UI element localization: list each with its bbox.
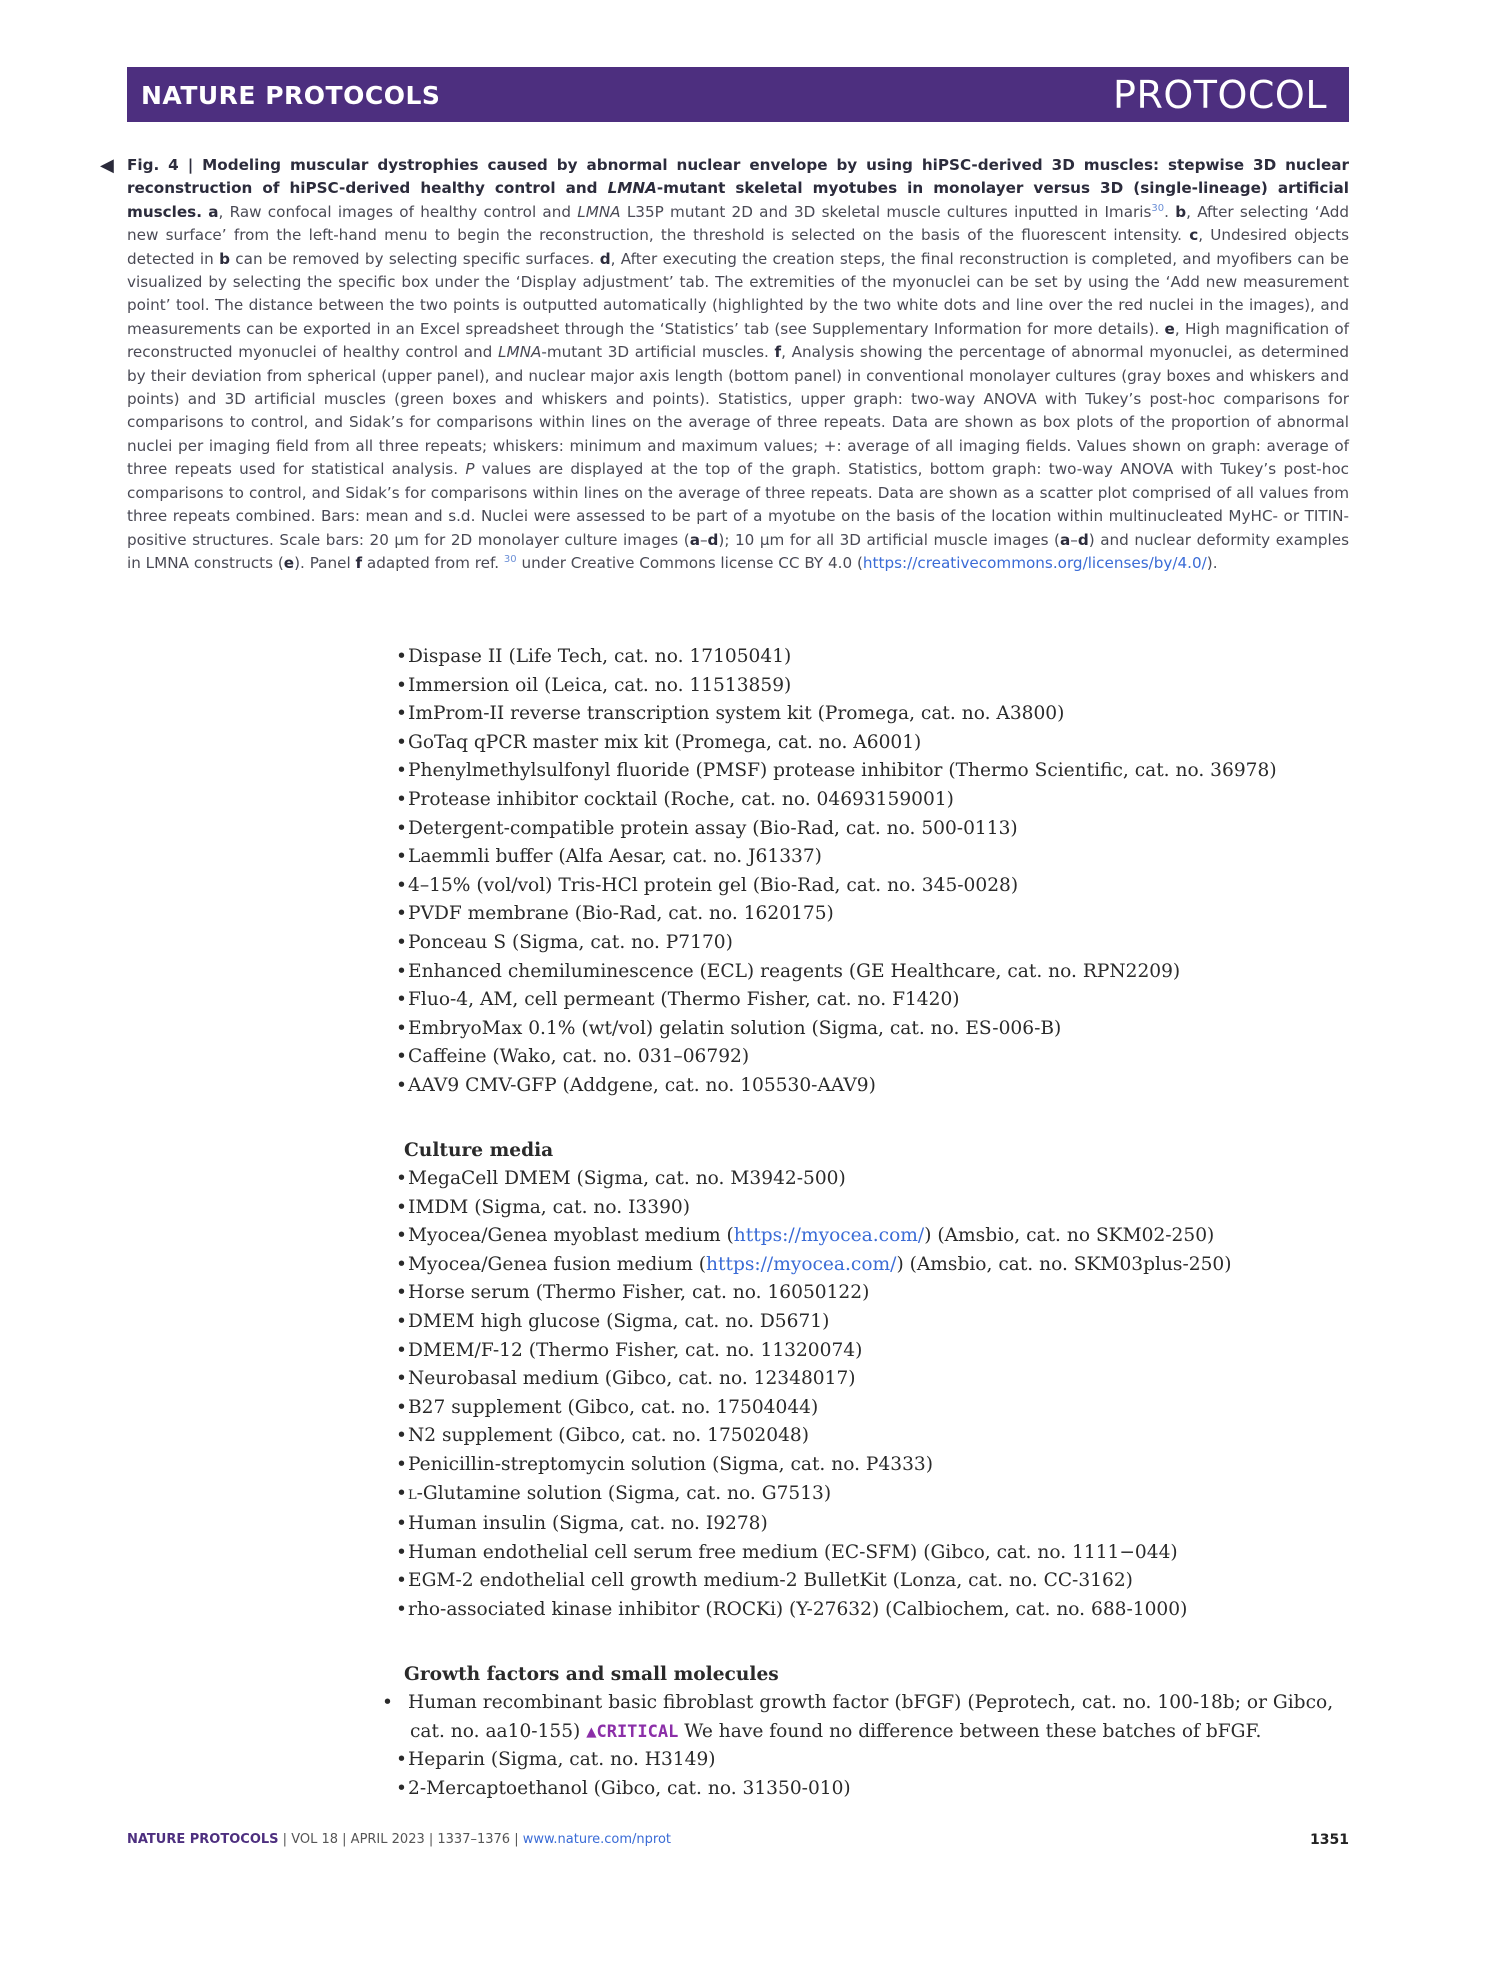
culture-media-list: [396, 1165, 1349, 1625]
list-item: •DMEM/F-12 (Thermo Fisher, cat. no. 11320074): [396, 1339, 863, 1361]
list-item: •Caffeine (Wako, cat. no. 031–06792): [396, 1046, 750, 1068]
article-type: PROTOCOL: [1113, 73, 1327, 117]
footer-journal: NATURE PROTOCOLS: [127, 1832, 279, 1847]
list-item: •MegaCell DMEM (Sigma, cat. no. M3942-500): [396, 1168, 846, 1190]
reagents-body: [382, 643, 1349, 1804]
list-item: • Human recombinant basic fibroblast growth factor (bFGF) (Peprotech, cat. no. 100-18b; or Gibco, cat. no. aa10-155) ▲CRITICAL We have found no difference between these batches of bFGF.: [382, 1692, 1334, 1742]
list-item: •N2 supplement (Gibco, cat. no. 17502048): [396, 1425, 810, 1447]
list-item: •DMEM high glucose (Sigma, cat. no. D5671): [396, 1311, 830, 1333]
list-item: •Myocea/Genea fusion medium (https://myocea.com/) (Amsbio, cat. no. SKM03plus-250): [396, 1253, 1232, 1275]
list-item: •Immersion oil (Leica, cat. no. 11513859): [396, 674, 792, 696]
footer-date: APRIL 2023: [350, 1832, 425, 1847]
list-item: •Human insulin (Sigma, cat. no. I9278): [396, 1513, 768, 1535]
panel-label-a: a: [208, 202, 219, 221]
reagent-list: [396, 643, 1349, 1101]
footer-pages: 1337–1376: [437, 1832, 511, 1847]
list-item: •Human endothelial cell serum free medium (EC-SFM) (Gibco, cat. no. 1111−044): [396, 1541, 1178, 1563]
list-item: •PVDF membrane (Bio-Rad, cat. no. 1620175): [396, 903, 834, 925]
list-item: •GoTaq qPCR master mix kit (Promega, cat. no. A6001): [396, 731, 922, 753]
journal-name: NATURE PROTOCOLS: [141, 81, 441, 110]
list-item: •Ponceau S (Sigma, cat. no. P7170): [396, 931, 733, 953]
list-item: •IMDM (Sigma, cat. no. I3390): [396, 1196, 690, 1218]
list-item: •4–15% (vol/vol) Tris-HCl protein gel (Bio-Rad, cat. no. 345-0028): [396, 874, 1019, 896]
critical-label: ▲CRITICAL: [586, 1721, 679, 1742]
list-item: •Enhanced chemiluminescence (ECL) reagents (GE Healthcare, cat. no. RPN2209): [396, 960, 1181, 982]
myocea-link[interactable]: https://myocea.com/: [733, 1225, 925, 1247]
list-item: •Dispase II (Life Tech, cat. no. 17105041): [396, 646, 792, 667]
culture-media-heading: Culture media: [404, 1139, 554, 1161]
list-item: •Penicillin-streptomycin solution (Sigma, cat. no. P4333): [396, 1454, 933, 1476]
panel-label-f: f: [774, 343, 782, 362]
list-item: •Neurobasal medium (Gibco, cat. no. 12348017): [396, 1368, 856, 1390]
list-item: •2-Mercaptoethanol (Gibco, cat. no. 31350-010): [396, 1777, 851, 1799]
list-item: •L-Glutamine solution (Sigma, cat. no. G7513): [396, 1482, 832, 1504]
list-item: •Phenylmethylsulfonyl fluoride (PMSF) protease inhibitor (Thermo Scientific, cat. no. 36978): [396, 760, 1277, 782]
panel-label-e: e: [1164, 319, 1175, 338]
reference-link[interactable]: 30: [503, 553, 517, 565]
list-item: •ImProm-II reverse transcription system kit (Promega, cat. no. A3800): [396, 703, 1065, 725]
growth-factors-heading: Growth factors and small molecules: [404, 1663, 779, 1685]
caption-title: Fig. 4 | Modeling muscular dystrophies caused by abnormal nuclear envelope by using hiPSC-derived 3D muscles: stepwise 3D nuclear reconstruction of hiPSC-derived healthy control and LMNA-mutant skeletal myotubes in monolayer versus 3D (single-lineage) artificial muscles.: [127, 156, 1349, 221]
myocea-link[interactable]: https://myocea.com/: [706, 1253, 897, 1275]
page-footer: NATURE PROTOCOLS | VOL 18 | APRIL 2023 | 1337–1376 | www.nature.com/nprot 1351: [127, 1832, 1349, 1848]
list-item: •EmbryoMax 0.1% (wt/vol) gelatin solution (Sigma, cat. no. ES-006-B): [396, 1017, 1062, 1039]
back-arrow-icon[interactable]: ◀: [100, 155, 114, 176]
list-item: •AAV9 CMV-GFP (Addgene, cat. no. 105530-AAV9): [396, 1074, 876, 1096]
figure-caption: ◀ Fig. 4 | Modeling muscular dystrophies caused by abnormal nuclear envelope by using hiPSC-derived 3D muscles: stepwise 3D nuclear reconstruction of hiPSC-derived healthy control and LMNA-mutant skeletal myotubes in monolayer versus 3D (single-lineage) artificial muscles. a, Raw confocal images of healthy control and LMNA L35P mutant 2D and 3D skeletal muscle cultures inputted in Imaris$^{30}$. b, After selecting ‘Add new surface’ from the left-hand menu to begin the reconstruction, the threshold is selected on the basis of the fluorescent intensity. c, Undesired objects detected in b can be removed by selecting specific surfaces. d, After executing the creation steps, the final reconstruction is completed, and myofibers can be visualized by selecting the specific box under the ‘Display adjustment’ tab. The extremities of the myonuclei can be set by using the ‘Add new measurement point’ tool. The distance between the two points is outputted automatically (highlighted by the two white dots and line over the red nuclei in the images), and measurements can be exported in an Excel spreadsheet through the ‘Statistics’ tab (see Supplementary Information for more details). e, High magnification of reconstructed myonuclei of healthy control and LMNA-mutant 3D artificial muscles. f, Analysis showing the percentage of abnormal myonuclei, as determined by their deviation from spherical (upper panel), and nuclear major axis length (bottom panel) in conventional monolayer cultures (gray boxes and whiskers and points) and 3D artificial muscles (green boxes and whiskers and points). Statistics, upper graph: two-way ANOVA with Tukey’s post-hoc comparisons for comparisons to control, and Sidak’s for comparisons within lines on the average of three repeats. Data are shown as box plots of the proportion of abnormal nuclei per imaging field from all three repeats; whiskers: minimum and maximum values; +: average of all imaging fields. Values shown on graph: average of three repeats used for statistical analysis. P values are displayed at the top of the graph. Statistics, bottom graph: two-way ANOVA with Tukey’s post-hoc comparisons to control, and Sidak’s for comparisons within lines on the average of three repeats. Data are shown as a scatter plot comprised of all values from three repeats combined. Bars: mean and s.d. Nuclei were assessed to be part of a myotube on the basis of the location within multinucleated MyHC- or TITIN-positive structures. Scale bars: 20 μm for 2D monolayer culture images (a–d); 10 μm for all 3D artificial muscle images (a–d) and nuclear deformity examples in LMNA constructs (e). Panel f adapted from ref. $^{30}$ under Creative Commons license CC BY 4.0 (https://creativecommons.org/licenses/by/4.0/).: [100, 155, 1350, 572]
list-item: •Laemmli buffer (Alfa Aesar, cat. no. J61337): [396, 846, 822, 868]
panel-label-d: d: [599, 249, 611, 268]
footer-volume: VOL 18: [291, 1832, 339, 1847]
list-item: •Myocea/Genea myoblast medium (https://myocea.com/) (Amsbio, cat. no SKM02-250): [396, 1225, 1215, 1247]
license-link[interactable]: https://creativecommons.org/licenses/by/4.0/: [862, 553, 1207, 572]
list-item: •Protease inhibitor cocktail (Roche, cat. no. 04693159001): [396, 788, 954, 810]
list-item: •Heparin (Sigma, cat. no. H3149): [396, 1749, 716, 1771]
list-item: •Detergent-compatible protein assay (Bio-Rad, cat. no. 500-0113): [396, 817, 1018, 839]
list-item: •EGM-2 endothelial cell growth medium-2 BulletKit (Lonza, cat. no. CC-3162): [396, 1570, 1133, 1592]
growth-factors-list: [382, 1689, 1349, 1803]
list-item: •Fluo-4, AM, cell permeant (Thermo Fisher, cat. no. F1420): [396, 989, 960, 1011]
reference-link[interactable]: 30: [1151, 202, 1165, 214]
footer-url-link[interactable]: www.nature.com/nprot: [522, 1832, 672, 1847]
page-number: 1351: [1310, 1832, 1349, 1848]
panel-label-c: c: [1189, 226, 1199, 245]
panel-label-b: b: [1175, 202, 1187, 221]
list-item: •Horse serum (Thermo Fisher, cat. no. 16050122): [396, 1282, 870, 1304]
list-item: •rho-associated kinase inhibitor (ROCKi) (Y-27632) (Calbiochem, cat. no. 688-1000): [396, 1599, 1188, 1620]
journal-header: [127, 67, 1349, 122]
list-item: •B27 supplement (Gibco, cat. no. 17504044): [396, 1396, 819, 1418]
